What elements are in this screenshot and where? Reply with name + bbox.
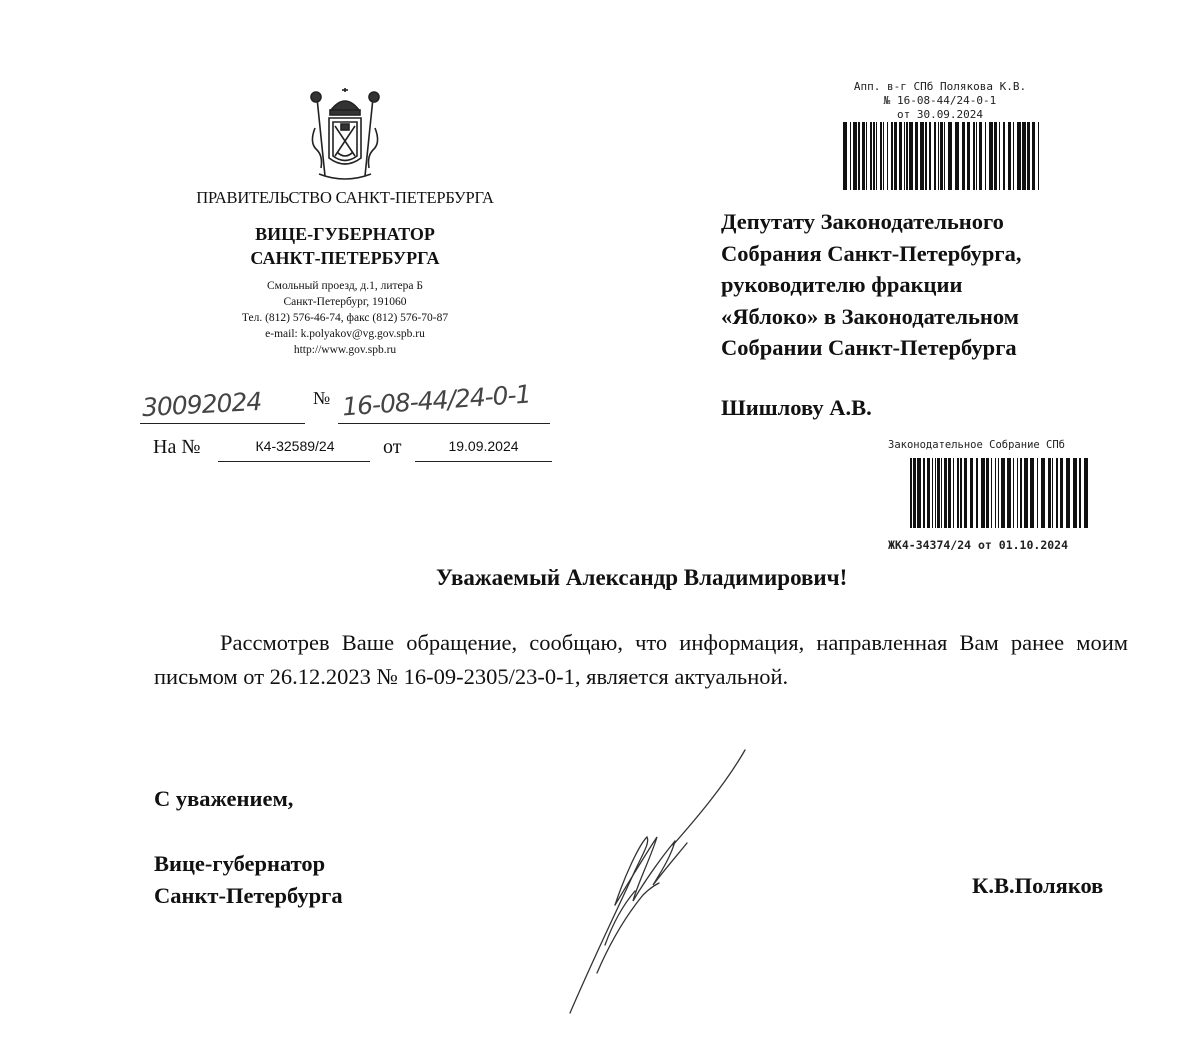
signer-name: К.В.Поляков bbox=[972, 873, 1104, 898]
addressee-line5: Собрании Санкт-Петербурга bbox=[721, 335, 1017, 360]
barcode-bar bbox=[1024, 458, 1028, 528]
barcode-bar bbox=[927, 458, 930, 528]
barcode-bar bbox=[955, 122, 959, 190]
barcode-bar bbox=[880, 122, 882, 190]
barcode-bar bbox=[937, 458, 940, 528]
barcode-bar bbox=[967, 122, 970, 190]
signer-position bbox=[154, 848, 343, 912]
barcode-bar bbox=[985, 122, 986, 190]
reference-from-label: от bbox=[383, 436, 402, 458]
position-line1: Вице-губернатор bbox=[154, 851, 326, 876]
barcode-bar bbox=[1017, 458, 1018, 528]
website: http://www.gov.spb.ru bbox=[293, 344, 397, 356]
incoming-stamp-org: Законодательное Собрание СПб bbox=[888, 439, 1066, 451]
barcode-bar bbox=[994, 122, 997, 190]
barcode-bar bbox=[998, 458, 999, 528]
barcode-bar bbox=[1013, 458, 1014, 528]
barcode-bar bbox=[938, 122, 939, 190]
phone-fax: Тел. (812) 576-46-74, факс (812) 576-70-87 bbox=[241, 312, 449, 324]
barcode-bar bbox=[941, 458, 942, 528]
barcode-bar bbox=[870, 122, 872, 190]
barcode-bar bbox=[909, 122, 913, 190]
reference-number-underline bbox=[218, 461, 370, 462]
barcode-bar bbox=[862, 122, 865, 190]
barcode-bar bbox=[964, 458, 967, 528]
barcode-bar bbox=[894, 122, 897, 190]
address-city: Санкт-Петербург, 191060 bbox=[283, 296, 407, 308]
barcode-bar bbox=[906, 122, 908, 190]
barcode-bar bbox=[876, 122, 877, 190]
barcode-bar bbox=[1038, 122, 1039, 190]
barcode-bar bbox=[899, 122, 902, 190]
barcode-bar bbox=[1048, 458, 1051, 528]
barcode-bar bbox=[991, 458, 992, 528]
outgoing-stamp-number: № 16-08-44/24-0-1 bbox=[883, 94, 997, 107]
barcode-bar bbox=[981, 458, 985, 528]
vice-title-line1: ВИЦЕ-ГУБЕРНАТОР bbox=[255, 224, 435, 244]
addressee-line2: Собрания Санкт-Петербурга, bbox=[721, 240, 1022, 266]
saint-petersburg-coat-of-arms bbox=[295, 88, 395, 188]
reference-number: К4-32589/24 bbox=[255, 438, 335, 454]
sender-address bbox=[130, 278, 560, 358]
barcode-bar bbox=[1003, 122, 1005, 190]
barcode-bar bbox=[1073, 458, 1077, 528]
barcode-bar bbox=[925, 122, 927, 190]
barcode-bar bbox=[853, 122, 857, 190]
outgoing-stamp-org: Апп. в-г СПб Полякова К.В. bbox=[853, 80, 1027, 93]
barcode-bar bbox=[948, 458, 951, 528]
barcode-bar bbox=[858, 122, 860, 190]
outgoing-stamp-date: от 30.09.2024 bbox=[896, 108, 984, 121]
addressee-line1: Депутату Законодательного bbox=[721, 209, 1004, 234]
vice-governor-title bbox=[130, 222, 560, 270]
barcode-bar bbox=[940, 122, 943, 190]
government-name: ПРАВИТЕЛЬСТВО САНКТ-ПЕТЕРБУРГА bbox=[196, 188, 494, 207]
addressee-line3: руководителю фракции bbox=[721, 272, 963, 297]
barcode-bar bbox=[904, 122, 905, 190]
barcode-bar bbox=[1020, 458, 1022, 528]
registration-number-handwritten: 16-08-44/24-0-1 bbox=[341, 379, 532, 422]
salutation: Уважаемый Александр Владимирович! bbox=[436, 565, 848, 590]
barcode-bar bbox=[1017, 122, 1021, 190]
barcode-bar bbox=[866, 122, 867, 190]
barcode-bar bbox=[1084, 458, 1088, 528]
barcode-bar bbox=[910, 458, 912, 528]
barcode-bar bbox=[1037, 458, 1038, 528]
email: e-mail: k.polyakov@vg.gov.spb.ru bbox=[265, 328, 425, 340]
reference-date-underline bbox=[415, 461, 552, 462]
barcode-bar bbox=[913, 458, 916, 528]
barcode-bar bbox=[1022, 122, 1026, 190]
reference-date: 19.09.2024 bbox=[448, 438, 519, 454]
barcode-bar bbox=[1079, 458, 1081, 528]
barcode-bar bbox=[929, 122, 931, 190]
barcode-bar bbox=[932, 458, 933, 528]
incoming-barcode bbox=[910, 458, 1090, 528]
barcode-bar bbox=[970, 458, 973, 528]
barcode-bar bbox=[944, 458, 947, 528]
incoming-stamp-number: ЖК4-34374/24 от 01.10.2024 bbox=[888, 538, 1069, 552]
barcode-bar bbox=[1060, 458, 1063, 528]
barcode-bar bbox=[1030, 458, 1034, 528]
barcode-bar bbox=[1052, 458, 1053, 528]
barcode-bar bbox=[957, 458, 959, 528]
handwritten-signature bbox=[555, 745, 755, 1020]
addressee-line4: «Яблоко» в Законодательном bbox=[721, 303, 1019, 329]
barcode-bar bbox=[1001, 458, 1005, 528]
registration-date-handwritten: 30092024 bbox=[141, 386, 262, 423]
barcode-bar bbox=[1032, 122, 1035, 190]
barcode-bar bbox=[891, 122, 893, 190]
barcode-bar bbox=[1013, 122, 1014, 190]
barcode-bar bbox=[979, 122, 982, 190]
barcode-bar bbox=[915, 122, 918, 190]
barcode-bar bbox=[976, 122, 977, 190]
body-paragraph: Рассмотрев Ваше обращение, сообщаю, что информация, направленная Вам ранее моим письмом от 26.12.2023 № 16-09-2305/23-0-1, является актуальной. bbox=[154, 630, 1128, 689]
barcode-bar bbox=[887, 122, 888, 190]
barcode-bar bbox=[917, 458, 921, 528]
vice-title-line2: САНКТ-ПЕТЕРБУРГА bbox=[250, 248, 440, 268]
position-line2: Санкт-Петербурга bbox=[154, 883, 343, 908]
barcode-bar bbox=[1007, 458, 1011, 528]
barcode-bar bbox=[973, 122, 975, 190]
barcode-bar bbox=[976, 458, 978, 528]
addressee-block bbox=[721, 206, 1141, 364]
closing-regards: С уважением, bbox=[154, 786, 294, 811]
address-line: Смольный проезд, д.1, литера Б bbox=[267, 280, 423, 292]
date-underline bbox=[140, 423, 305, 424]
barcode-bar bbox=[920, 122, 924, 190]
outgoing-barcode bbox=[843, 122, 1041, 190]
outgoing-stamp-text bbox=[820, 80, 1060, 122]
barcode-bar bbox=[873, 122, 875, 190]
barcode-bar bbox=[944, 122, 945, 190]
barcode-bar bbox=[960, 458, 962, 528]
barcode-bar bbox=[1041, 458, 1045, 528]
barcode-bar bbox=[934, 122, 936, 190]
registration-number-sign: № bbox=[313, 388, 331, 408]
barcode-bar bbox=[1027, 122, 1030, 190]
reference-number-label: На № bbox=[153, 436, 201, 458]
barcode-bar bbox=[1066, 458, 1070, 528]
barcode-bar bbox=[986, 458, 989, 528]
barcode-bar bbox=[962, 122, 965, 190]
number-underline bbox=[338, 423, 550, 424]
barcode-bar bbox=[999, 122, 1000, 190]
barcode-bar bbox=[1008, 122, 1011, 190]
barcode-bar bbox=[923, 458, 925, 528]
barcode-bar bbox=[1056, 458, 1058, 528]
barcode-bar bbox=[935, 458, 936, 528]
barcode-bar bbox=[995, 458, 996, 528]
barcode-bar bbox=[948, 122, 952, 190]
barcode-bar bbox=[843, 122, 847, 190]
addressee-name: Шишлову А.В. bbox=[721, 395, 872, 420]
barcode-bar bbox=[850, 122, 851, 190]
barcode-bar bbox=[883, 122, 884, 190]
barcode-bar bbox=[989, 122, 993, 190]
barcode-bar bbox=[953, 458, 954, 528]
